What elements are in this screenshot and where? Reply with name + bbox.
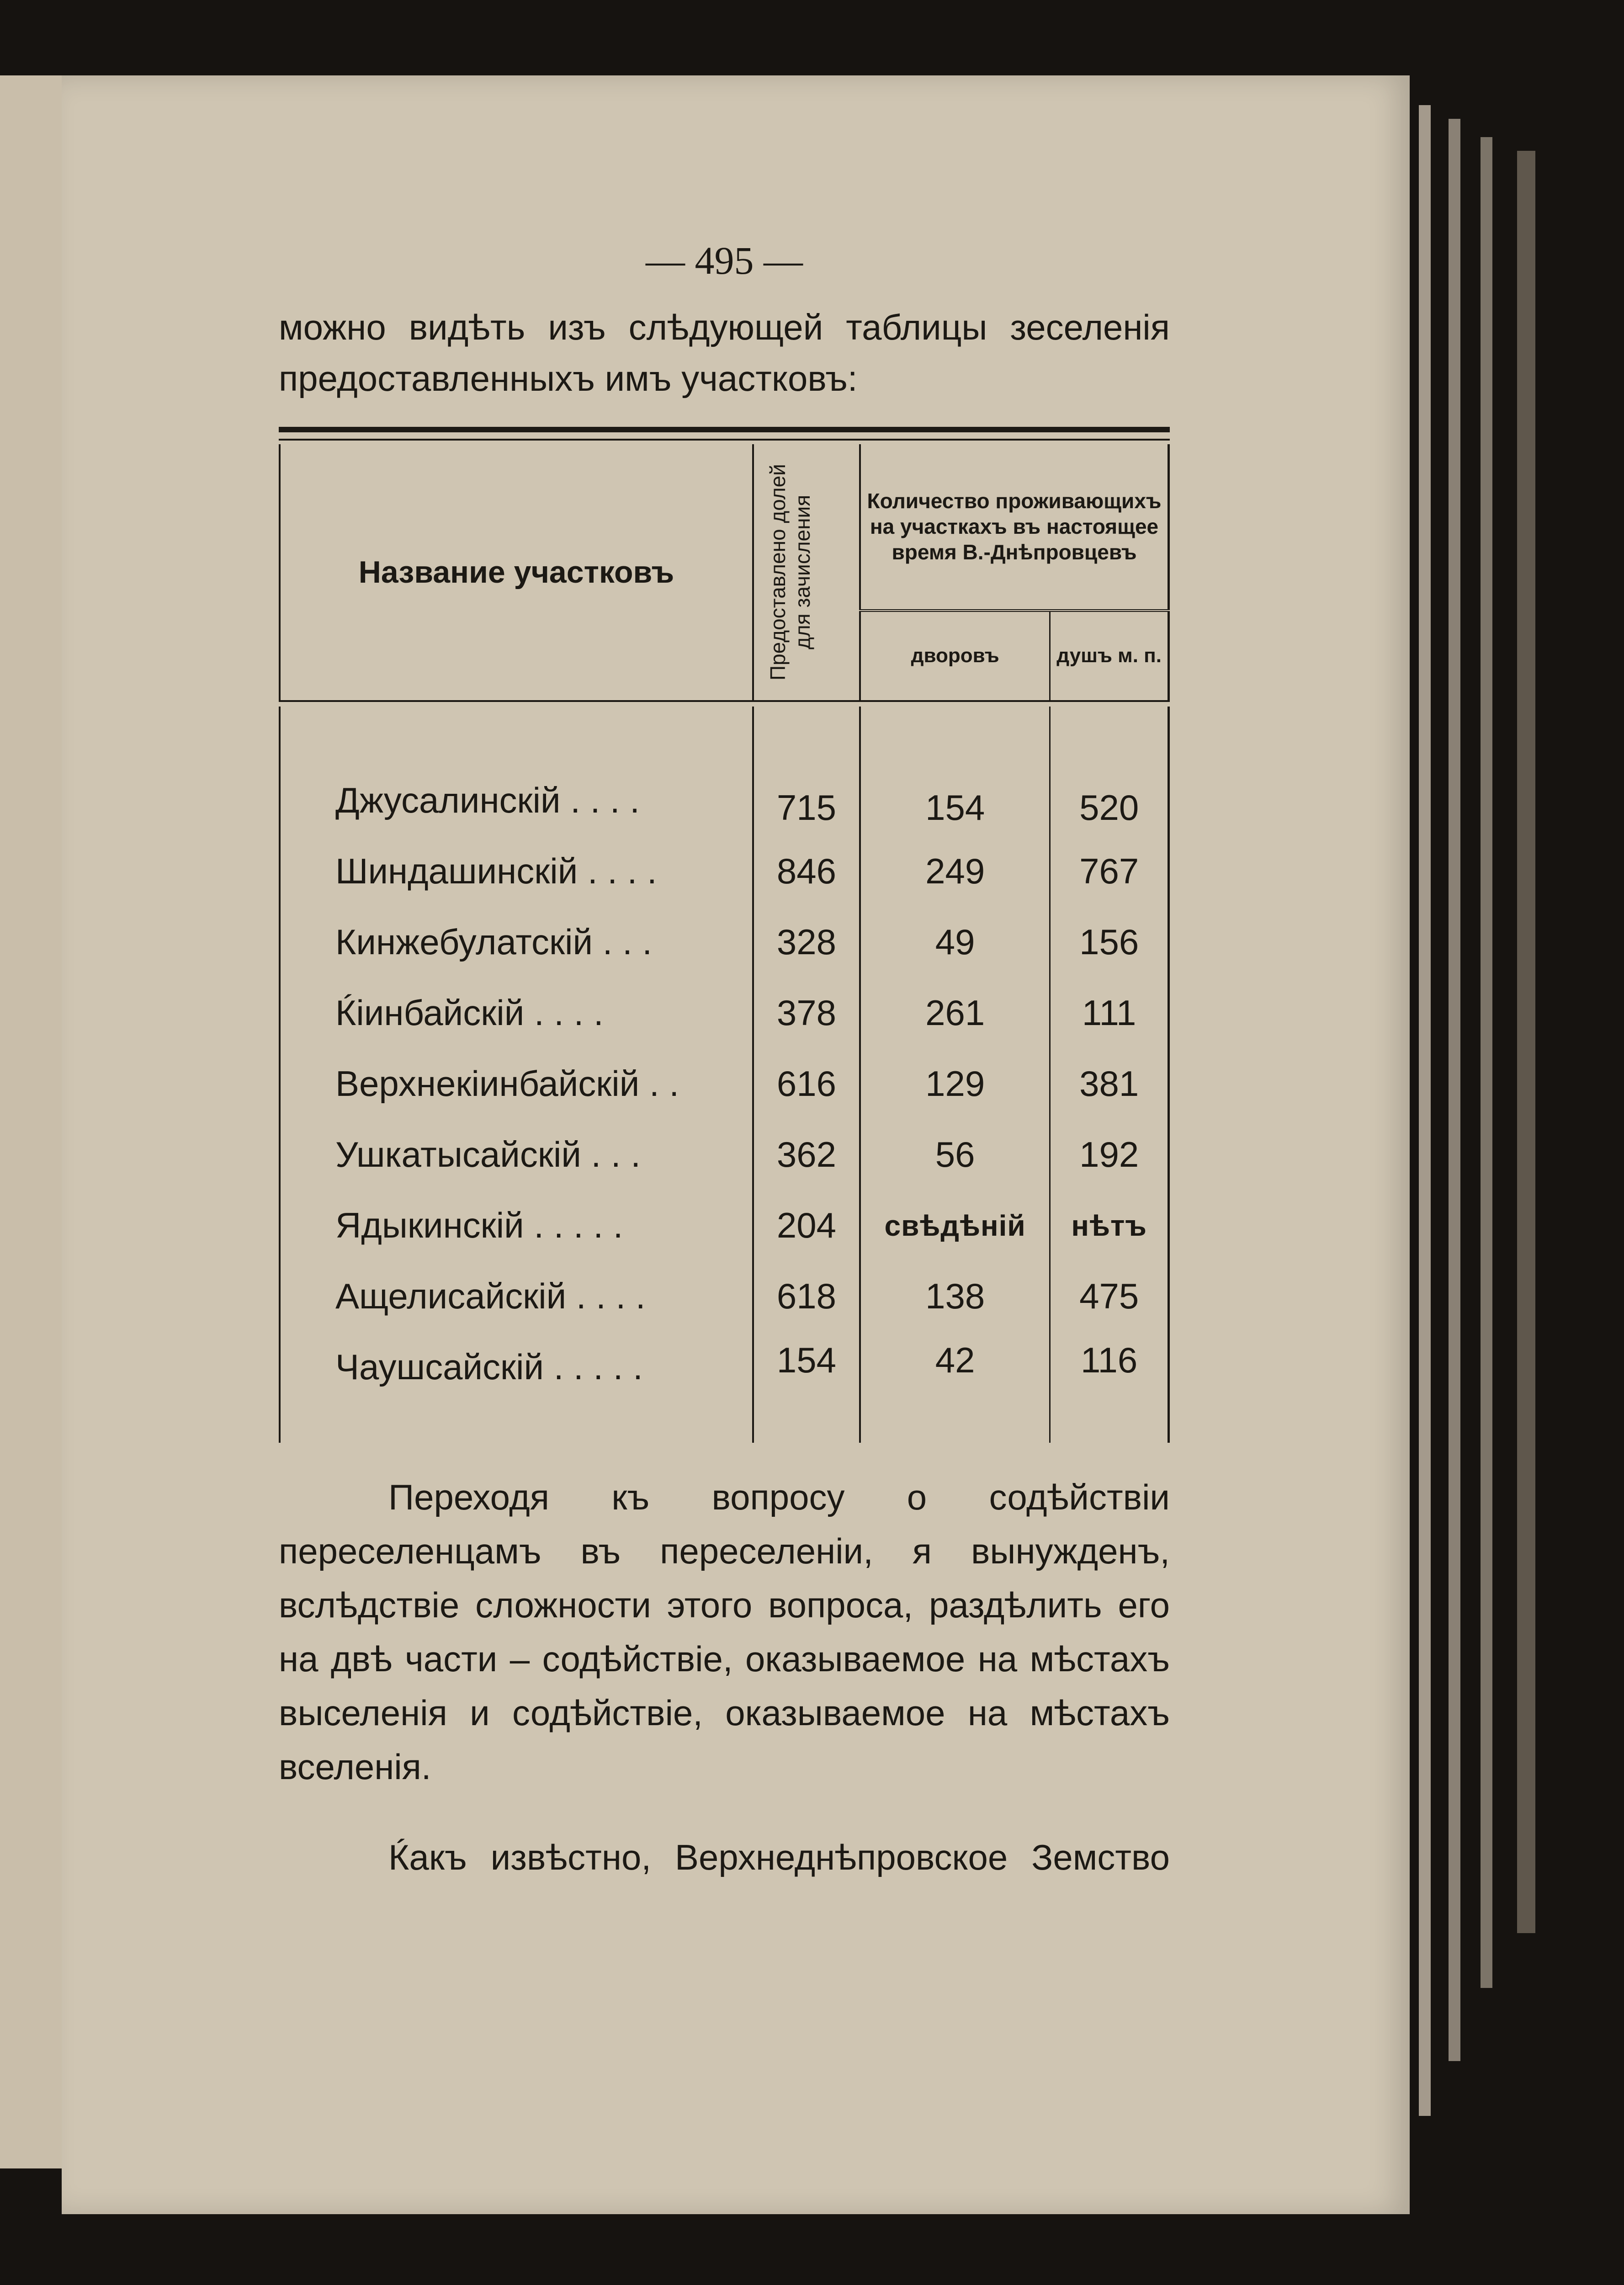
- header-name: Название участковъ: [280, 444, 753, 701]
- paragraph-resettlement: Переходя къ вопросу о содѣйствіи переселенцамъ въ переселеніи, я вынужденъ, вслѣдствіе сложности этого вопроса, раздѣлить его на двѣ части – содѣйствіе, оказываемое на мѣстахъ выселенія и содѣйствіе, оказываемое на мѣстахъ вселенія.: [279, 1477, 1170, 1787]
- row-provided: 204: [753, 1190, 860, 1261]
- table-row: [280, 1190, 1169, 1261]
- row-name: Ќіинбайскій . . . .: [280, 978, 753, 1048]
- left-page-edge: [0, 75, 64, 2168]
- row-households: 249: [860, 836, 1050, 907]
- row-name: Ядыкинскій . . . . .: [280, 1190, 753, 1261]
- table-row: [280, 1048, 1169, 1119]
- row-households: 154: [860, 707, 1050, 836]
- row-households: 56: [860, 1119, 1050, 1190]
- header-provided: [753, 444, 860, 701]
- row-households: 129: [860, 1048, 1050, 1119]
- row-households: 49: [860, 907, 1050, 978]
- table-row: [280, 836, 1169, 907]
- row-name: Кинжебулатскій . . .: [280, 907, 753, 978]
- intro-text: можно видѣть изъ слѣдующей таблицы зеселенія предоставленныхъ имъ участковъ:: [279, 307, 1170, 399]
- row-name: Шиндашинскій . . . .: [280, 836, 753, 907]
- table-row: [280, 707, 1169, 836]
- row-provided: 618: [753, 1261, 860, 1332]
- row-souls: 475: [1050, 1261, 1169, 1332]
- row-households: 138: [860, 1261, 1050, 1332]
- row-souls: 116: [1050, 1332, 1169, 1443]
- page-content: [279, 238, 1170, 1884]
- row-provided: 362: [753, 1119, 860, 1190]
- header-provided-text: Предоставлено долей для зачисления: [766, 464, 814, 680]
- row-souls: 520: [1050, 707, 1169, 836]
- settlement-table: [279, 444, 1170, 1443]
- row-households: 261: [860, 978, 1050, 1048]
- row-souls: 767: [1050, 836, 1169, 907]
- row-souls: 156: [1050, 907, 1169, 978]
- page-edge: [1449, 119, 1460, 2061]
- table-row: [280, 1332, 1169, 1443]
- row-provided: 328: [753, 907, 860, 978]
- page-edge: [1481, 137, 1492, 1988]
- row-souls: нѣтъ: [1050, 1190, 1169, 1261]
- book-cover-edge: [1517, 151, 1535, 1933]
- header-households: дворовъ: [860, 611, 1050, 701]
- header-group: Количество проживающихъ на участкахъ въ настоящее время В.-Днѣпровцевъ: [860, 444, 1169, 611]
- row-provided: 616: [753, 1048, 860, 1119]
- page-number: — 495 —: [646, 239, 803, 282]
- row-name: Ащелисайскій . . . .: [280, 1261, 753, 1332]
- row-souls: 192: [1050, 1119, 1169, 1190]
- header-souls: душъ м. п.: [1050, 611, 1169, 701]
- row-souls: 111: [1050, 978, 1169, 1048]
- row-name: Чаушсайскій . . . . .: [280, 1332, 753, 1443]
- table-top-rule: [279, 427, 1170, 432]
- table-top-rule-thin: [279, 439, 1170, 441]
- page-edge: [1419, 105, 1431, 2116]
- row-souls: 381: [1050, 1048, 1169, 1119]
- row-households: свѣдѣній: [860, 1190, 1050, 1261]
- table-row: [280, 978, 1169, 1048]
- row-name: Джусалинскій . . . .: [280, 707, 753, 836]
- row-name: Ушкатысайскій . . .: [280, 1119, 753, 1190]
- row-provided: 378: [753, 978, 860, 1048]
- row-provided: 715: [753, 707, 860, 836]
- table-row: [280, 907, 1169, 978]
- paragraph-zemstvo: Ќакъ извѣстно, Верхнеднѣпровское Земство: [388, 1837, 1170, 1877]
- row-provided: 846: [753, 836, 860, 907]
- row-households: 42: [860, 1332, 1050, 1443]
- row-name: Верхнекіинбайскій . .: [280, 1048, 753, 1119]
- row-provided: 154: [753, 1332, 860, 1443]
- table-row: [280, 1261, 1169, 1332]
- table-row: [280, 1119, 1169, 1190]
